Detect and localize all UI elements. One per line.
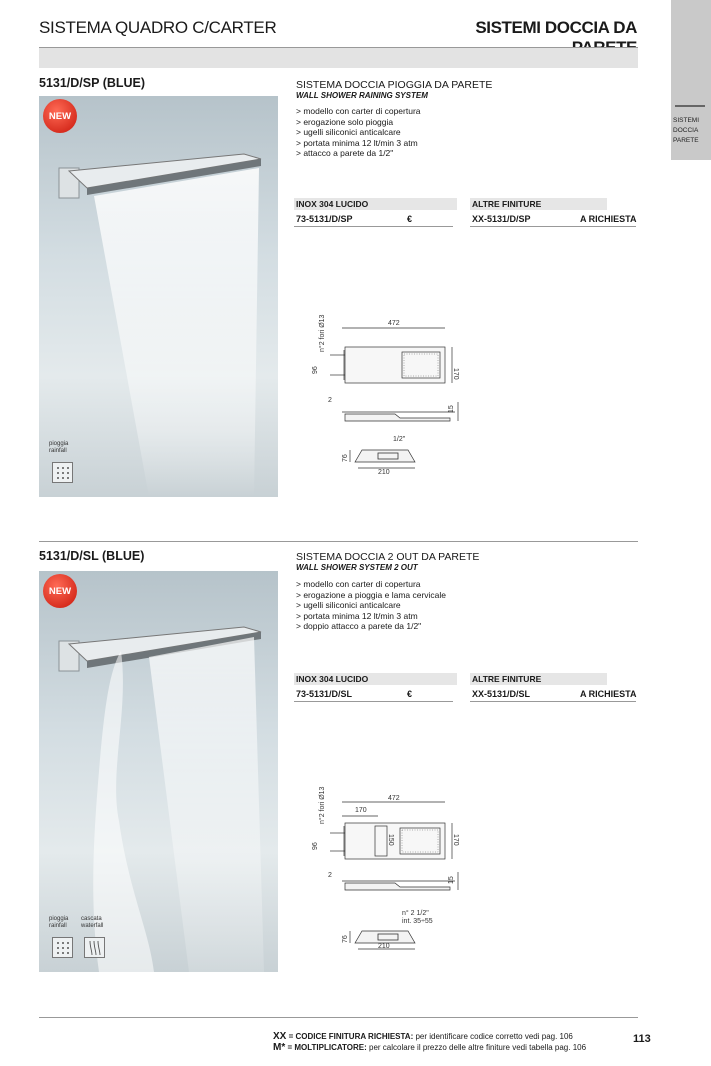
finish-code: 73-5131/D/SL [296, 689, 353, 699]
feature-item: > erogazione a pioggia e lama cervicale [296, 590, 446, 601]
dim-connection-note: int. 35÷55 [402, 918, 433, 925]
other-finish-price: A RICHIESTA [580, 214, 637, 224]
finish-underline [294, 701, 453, 702]
waterfall-icon [84, 937, 105, 958]
finish-code: 73-5131/D/SP [296, 214, 353, 224]
feature-list [296, 106, 421, 159]
dim-width: 472 [388, 320, 400, 327]
dim-height: 15 [448, 876, 455, 884]
dim-thickness: 2 [328, 397, 332, 404]
other-finish-code: XX-5131/D/SP [472, 214, 531, 224]
feature-item: > ugelli siliconici anticalcare [296, 127, 421, 138]
function-label-waterfall: cascata waterfall [81, 916, 104, 929]
function-label-rainfall: pioggia rainfall [49, 441, 69, 454]
footer-divider [39, 1017, 638, 1018]
new-badge: NEW [43, 574, 77, 608]
other-finish-label: ALTRE FINITURE [470, 198, 607, 210]
shower-illustration [39, 96, 278, 497]
finish-price: € [407, 214, 413, 224]
other-finish-label: ALTRE FINITURE [470, 673, 607, 685]
product-code: 5131/D/SP (BLUE) [39, 76, 146, 90]
feature-list [296, 579, 446, 632]
catalog-section-title: SISTEMA QUADRO C/CARTER [39, 18, 277, 37]
feature-item: > portata minima 12 lt/min 3 atm [296, 138, 421, 149]
finish-label: INOX 304 LUCIDO [294, 673, 457, 685]
feature-item: > modello con carter di copertura [296, 579, 446, 590]
finish-label: INOX 304 LUCIDO [294, 198, 457, 210]
dim-connection: 1/2" [393, 436, 406, 443]
dim-depth: 170 [452, 834, 459, 846]
other-finish-code: XX-5131/D/SL [472, 689, 531, 699]
feature-item: > attacco a parete da 1/2" [296, 148, 421, 159]
dim-hole-gap: 96 [312, 366, 319, 374]
feature-item: > portata minima 12 lt/min 3 atm [296, 611, 446, 622]
dim-height: 15 [448, 405, 455, 413]
other-finish-price: A RICHIESTA [580, 689, 637, 699]
catalog-category-title: SISTEMI DOCCIA DA [475, 18, 637, 37]
dim-connection: n° 2 1/2" [402, 910, 429, 917]
header-band [39, 47, 638, 68]
side-tab-marker [675, 105, 705, 107]
finish-underline [470, 701, 636, 702]
dim-holes: n°2 fori Ø13 [319, 786, 326, 824]
product-photo [39, 571, 278, 972]
feature-item: > erogazione solo pioggia [296, 117, 421, 128]
footer-note-xx: XX = CODICE FINITURA RICHIESTA: per identificare codice corretto vedi pag. 106 [273, 1031, 573, 1042]
finish-underline [294, 226, 453, 227]
product-code: 5131/D/SL (BLUE) [39, 549, 145, 563]
feature-item: > doppio attacco a parete da 1/2" [296, 621, 446, 632]
product-title: SISTEMA DOCCIA PIOGGIA DA PARETE [296, 79, 493, 91]
dim-inner-height: 150 [387, 834, 394, 846]
rainfall-icon [52, 462, 73, 483]
product-title: SISTEMA DOCCIA 2 OUT DA PARETE [296, 551, 480, 563]
technical-drawing [300, 778, 480, 958]
feature-item: > ugelli siliconici anticalcare [296, 600, 446, 611]
dim-inner-width: 170 [355, 807, 367, 814]
product-photo [39, 96, 278, 497]
finish-price: € [407, 689, 413, 699]
dim-holes: n°2 fori Ø13 [319, 314, 326, 352]
dim-hole-gap: 96 [312, 842, 319, 850]
dim-depth: 170 [452, 368, 459, 380]
function-label-rainfall: pioggia rainfall [49, 916, 69, 929]
dim-base-height: 76 [342, 454, 349, 462]
section-divider [39, 541, 638, 542]
shower-illustration [39, 571, 278, 972]
product-subtitle: WALL SHOWER SYSTEM 2 OUT [296, 563, 418, 572]
dim-base-width: 210 [378, 469, 390, 476]
footer-note-multiplier: M* = MOLTIPLICATORE: per calcolare il prezzo delle altre finiture vedi tabella pag. 106 [273, 1042, 587, 1053]
feature-item: > modello con carter di copertura [296, 106, 421, 117]
technical-drawing [300, 300, 480, 480]
dim-width: 472 [388, 795, 400, 802]
finish-underline [470, 226, 636, 227]
product-subtitle: WALL SHOWER RAINING SYSTEM [296, 91, 428, 100]
dim-base-width: 210 [378, 943, 390, 950]
side-tab-label: SISTEMI DOCCIA PARETE [673, 117, 700, 144]
dim-base-height: 76 [342, 935, 349, 943]
new-badge: NEW [43, 99, 77, 133]
page-number: 113 [633, 1033, 651, 1045]
rainfall-icon [52, 937, 73, 958]
dim-thickness: 2 [328, 872, 332, 879]
